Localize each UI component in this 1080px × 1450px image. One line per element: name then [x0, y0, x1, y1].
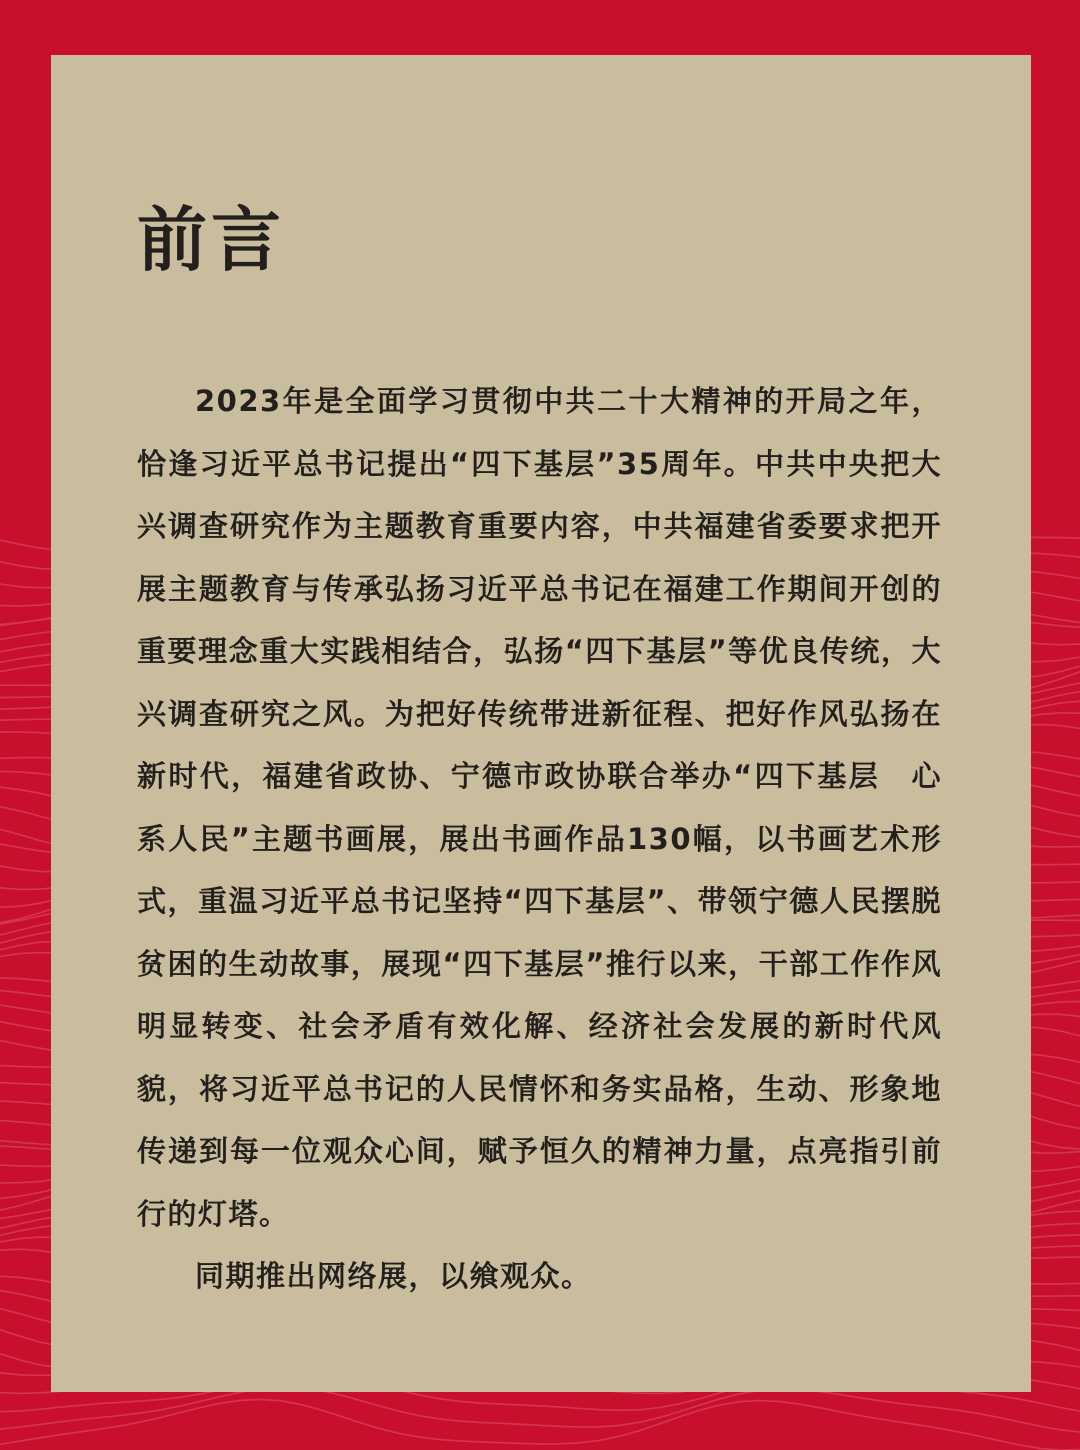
content-panel — [51, 55, 1031, 1392]
paragraph-closing: 同期推出网络展，以飨观众。 — [195, 1259, 592, 1293]
page-title: 前言 — [137, 199, 285, 281]
paragraph-main: 2023年是全面学习贯彻中共二十大精神的开局之年，恰逢习近平总书记提出“四下基层”35周年。中共中央把大兴调查研究作为主题教育重要内容，中共福建省委要求把开展主题教育与传承弘扬习近平总书记在福建工作期间开创的重要理念重大实践相结合，弘扬“四下基层”等优良传统，大兴调查研究之风。为把好传统带进新征程、把好作风弘扬在新时代，福建省政协、宁德市政协联合举办“四下基层 心系人民”主题书画展，展出书画作品130幅，以书画艺术形式，重温习近平总书记坚持“四下基层”、带领宁德人民摆脱贫困的生动故事，展现“四下基层”推行以来，干部工作作风明显转变、社会矛盾有效化解、经济社会发展的新时代风貌，将习近平总书记的人民情怀和务实品格，生动、形象地传递到每一位观众心间，赋予恒久的精神力量，点亮指引前行的灯塔。 — [137, 384, 942, 1231]
body-text — [137, 370, 942, 1308]
